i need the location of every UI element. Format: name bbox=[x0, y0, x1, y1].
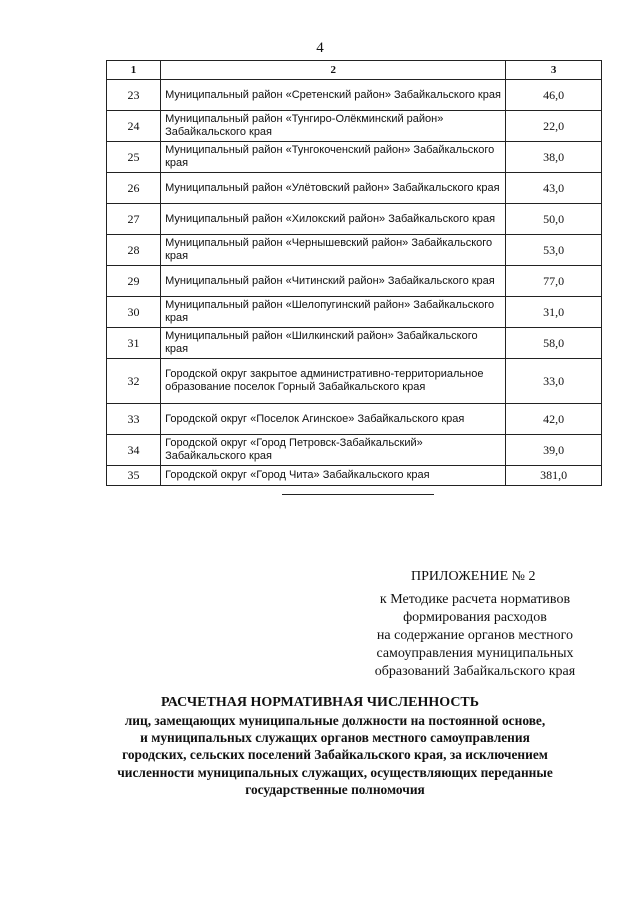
row-value: 53,0 bbox=[506, 235, 602, 266]
row-number: 33 bbox=[107, 404, 161, 435]
row-name: Муниципальный район «Читинский район» Забайкальского края bbox=[161, 266, 506, 297]
appendix-line: формирования расходов bbox=[403, 610, 547, 625]
header-col-2: 2 bbox=[161, 61, 506, 80]
subheading-line: государственные полномочия bbox=[245, 781, 425, 797]
table-row bbox=[107, 204, 602, 235]
subheading-line: лиц, замещающих муниципальные должности на постоянной основе, bbox=[124, 713, 546, 728]
appendix-line: самоуправления муниципальных bbox=[376, 646, 574, 661]
row-value: 58,0 bbox=[506, 328, 602, 359]
row-name: Муниципальный район «Хилокский район» Забайкальского края bbox=[161, 204, 506, 235]
row-number: 35 bbox=[107, 466, 161, 486]
row-number: 29 bbox=[107, 266, 161, 297]
row-value: 33,0 bbox=[506, 359, 602, 404]
row-value: 50,0 bbox=[506, 204, 602, 235]
table-row bbox=[107, 435, 602, 466]
row-number: 30 bbox=[107, 297, 161, 328]
appendix-description bbox=[340, 591, 610, 681]
header-col-1: 1 bbox=[107, 61, 161, 80]
page-number: 4 bbox=[316, 40, 324, 56]
separator-line bbox=[282, 494, 434, 495]
row-name: Муниципальный район «Шилкинский район» Забайкальского края bbox=[161, 328, 506, 359]
row-value: 381,0 bbox=[506, 466, 602, 486]
row-number: 23 bbox=[107, 80, 161, 111]
row-name: Муниципальный район «Шелопугинский район» Забайкальского края bbox=[161, 297, 506, 328]
subheading-line: численности муниципальных служащих, осуществляющих переданные bbox=[117, 764, 553, 780]
table-row bbox=[107, 80, 602, 111]
row-value: 46,0 bbox=[506, 80, 602, 111]
row-number: 26 bbox=[107, 173, 161, 204]
table-row bbox=[107, 328, 602, 359]
header-col-3: 3 bbox=[506, 61, 602, 80]
document-heading: РАСЧЕТНАЯ НОРМАТИВНАЯ ЧИСЛЕННОСТЬ bbox=[160, 695, 480, 710]
table-header-row bbox=[107, 61, 602, 80]
table-row bbox=[107, 173, 602, 204]
row-value: 38,0 bbox=[506, 142, 602, 173]
row-number: 32 bbox=[107, 359, 161, 404]
row-name: Городской округ «Поселок Агинское» Забайкальского края bbox=[161, 404, 506, 435]
row-name: Муниципальный район «Улётовский район» Забайкальского края bbox=[161, 173, 506, 204]
row-number: 34 bbox=[107, 435, 161, 466]
row-value: 39,0 bbox=[506, 435, 602, 466]
row-number: 28 bbox=[107, 235, 161, 266]
row-name: Городской округ «Город Чита» Забайкальского края bbox=[161, 466, 506, 486]
row-name: Муниципальный район «Тунгокоченский район» Забайкальского края bbox=[161, 142, 506, 173]
appendix-line: к Методике расчета нормативов bbox=[379, 592, 571, 607]
row-value: 43,0 bbox=[506, 173, 602, 204]
appendix-title: ПРИЛОЖЕНИЕ № 2 bbox=[411, 569, 536, 584]
row-value: 22,0 bbox=[506, 111, 602, 142]
row-name: Городской округ «Город Петровск-Забайкальский» Забайкальского края bbox=[161, 435, 506, 466]
table-row bbox=[107, 266, 602, 297]
table-row bbox=[107, 235, 602, 266]
appendix-line: на содержание органов местного bbox=[376, 628, 574, 643]
row-value: 42,0 bbox=[506, 404, 602, 435]
row-name: Муниципальный район «Сретенский район» Забайкальского края bbox=[161, 80, 506, 111]
table-row bbox=[107, 297, 602, 328]
subheading-line: городских, сельских поселений Забайкальского края, за исключением bbox=[122, 747, 548, 763]
row-number: 25 bbox=[107, 142, 161, 173]
table-row bbox=[107, 142, 602, 173]
table-row bbox=[107, 404, 602, 435]
row-name: Муниципальный район «Чернышевский район» Забайкальского края bbox=[161, 235, 506, 266]
appendix-line: образований Забайкальского края bbox=[374, 664, 576, 679]
row-name: Городской округ закрытое административно-территориальное образование поселок Горный Забайкальского края bbox=[161, 359, 506, 404]
row-name: Муниципальный район «Тунгиро-Олёкминский район» Забайкальского края bbox=[161, 111, 506, 142]
data-table bbox=[106, 60, 602, 486]
row-number: 24 bbox=[107, 111, 161, 142]
row-number: 27 bbox=[107, 204, 161, 235]
table-row bbox=[107, 111, 602, 142]
row-number: 31 bbox=[107, 328, 161, 359]
subheading-line: и муниципальных служащих органов местного самоуправления bbox=[140, 730, 530, 746]
document-subheading bbox=[75, 712, 595, 798]
row-value: 31,0 bbox=[506, 297, 602, 328]
table-row bbox=[107, 359, 602, 404]
row-value: 77,0 bbox=[506, 266, 602, 297]
table-row bbox=[107, 466, 602, 486]
